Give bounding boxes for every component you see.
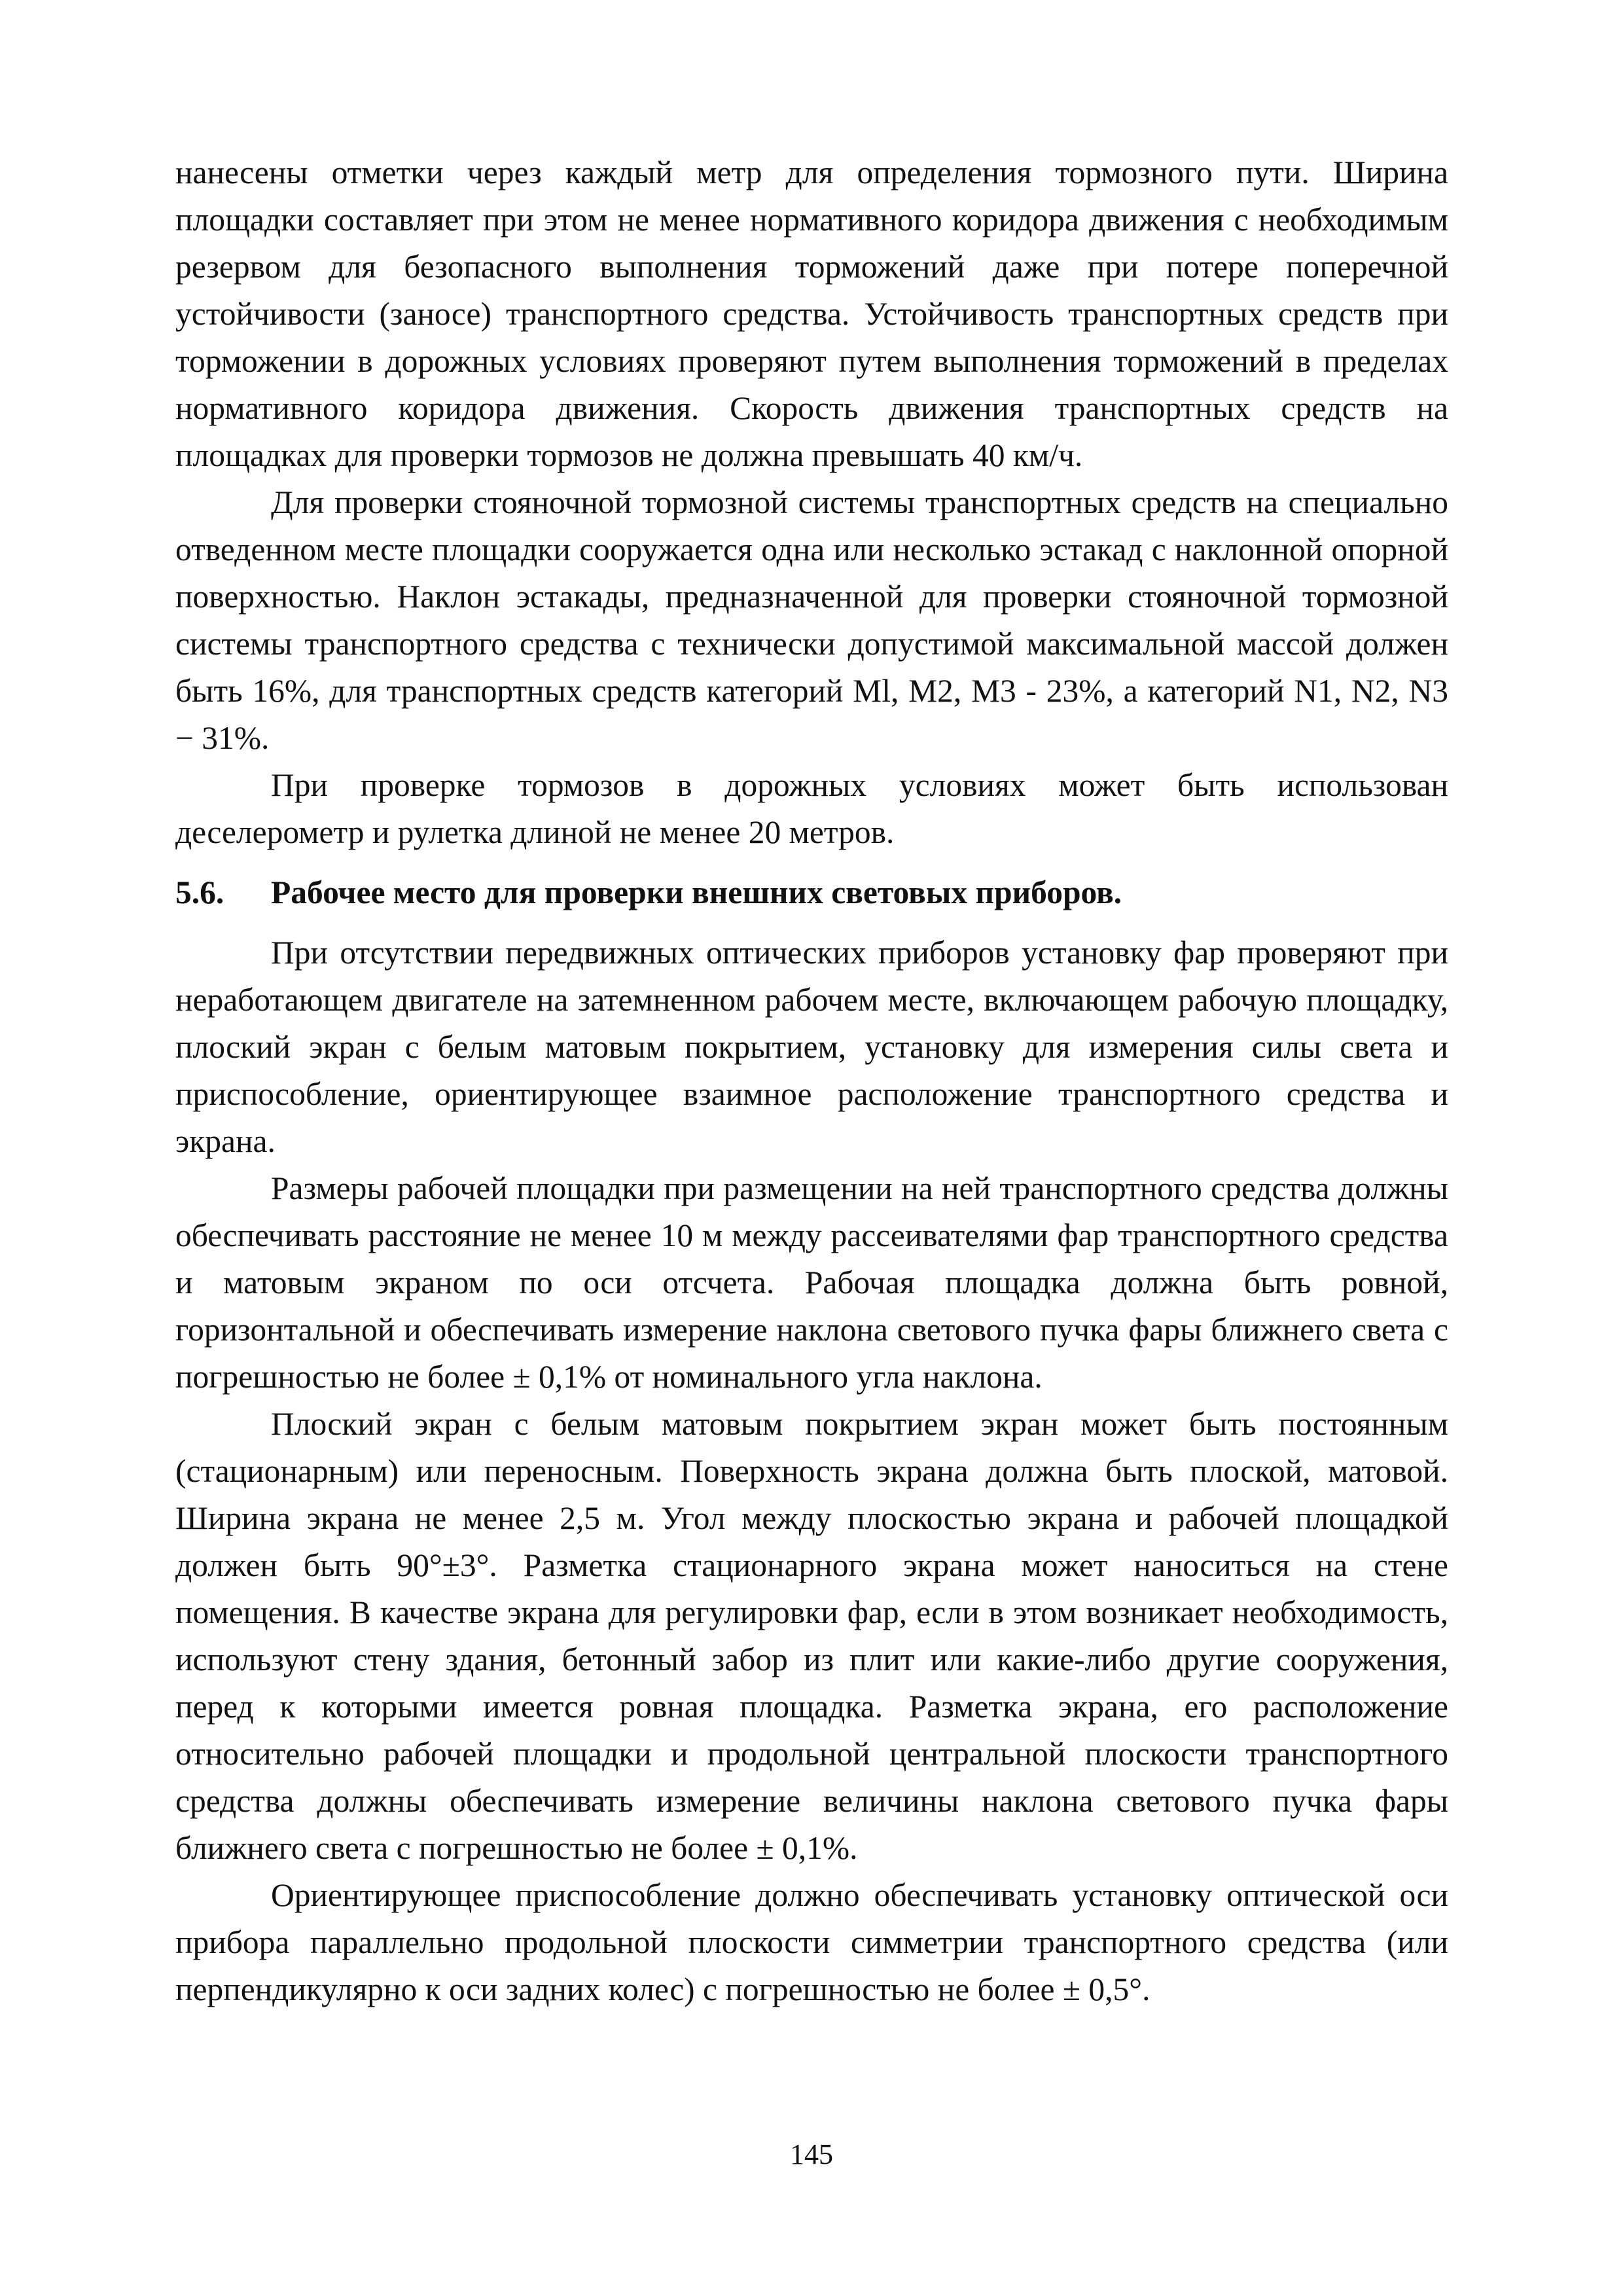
paragraph-matte-screen: Плоский экран с белым матовым покрытием экран может быть постоянным (стационарным) или переносным. Поверхность экрана должна быть плоской, матовой. Ширина экрана не менее 2,5 м. Угол между плоскостью экрана и рабочей площадкой должен быть 90°±3°. Разметка стационарного экрана может наноситься на стене помещения. В качестве экрана для регулировки фар, если в этом возникает необходимость, используют стену здания, бетонный забор из плит или какие-либо другие сооружения, перед к которыми имеется ровная площадка. Разметка экрана, его расположение относительно рабочей площадки и продольной центральной плоскости транспортного средства должны обеспечивать измерение величины наклона светового пучка фары ближнего света с погрешностью не более ± 0,1%. [175, 1406, 1448, 1866]
page-number: 145 [790, 2138, 833, 2170]
paragraph-parking-brake-ramp: Для проверки стояночной тормозной системы транспортных средств на специально отведенном месте площадки сооружается одна или несколько эстакад с наклонной опорной поверхностью. Наклон эстакады, предназначенной для проверки стояночной тормозной системы транспортного средства с технически допустимой максимальной массой должен быть 16%, для транспортных средств категорий Ml, M2, M3 - 23%, а категорий N1, N2, N3 − 31%. [175, 484, 1448, 756]
paragraph-headlight-check-place: При отсутствии передвижных оптических приборов установку фар проверяют при неработающем двигателе на затемненном рабочем месте, включающем рабочую площадку, плоский экран с белым матовым покрытием, установку для измерения силы света и приспособление, ориентирующее взаимное расположение транспортного средства и экрана. [175, 935, 1448, 1159]
page-body [175, 149, 1448, 2013]
section-number: 5.6. [175, 874, 224, 910]
section-title: Рабочее место для проверки внешних световых приборов. [271, 874, 1122, 910]
paragraph-work-area-size: Размеры рабочей площадки при размещении на ней транспортного средства должны обеспечивать расстояние не менее 10 м между рассеивателями фар транспортного средства и матовым экраном по оси отсчета. Рабочая площадка должна быть ровной, горизонтальной и обеспечивать измерение наклона светового пучка фары ближнего света с погрешностью не более ± 0,1% от номинального угла наклона. [175, 1170, 1448, 1395]
paragraph-road-test-tools: При проверке тормозов в дорожных условиях может быть использован деселерометр и рулетка длиной не менее 20 метров. [175, 767, 1448, 850]
paragraph-braking-test-area: нанесены отметки через каждый метр для определения тормозного пути. Ширина площадки составляет при этом не менее нормативного коридора движения с необходимым резервом для безопасного выполнения торможений даже при потере поперечной устойчивости (заносе) транспортного средства. Устойчивость транспортных средств при торможении в дорожных условиях проверяют путем выполнения торможений в пределах нормативного коридора движения. Скорость движения транспортных средств на площадках для проверки тормозов не должна превышать 40 км/ч. [175, 154, 1448, 473]
paragraph-orienting-device: Ориентирующее приспособление должно обеспечивать установку оптической оси прибора параллельно продольной плоскости симметрии транспортного средства (или перпендикулярно к оси задних колес) с погрешностью не более ± 0,5°. [175, 1877, 1448, 2007]
section-heading [175, 869, 1448, 916]
